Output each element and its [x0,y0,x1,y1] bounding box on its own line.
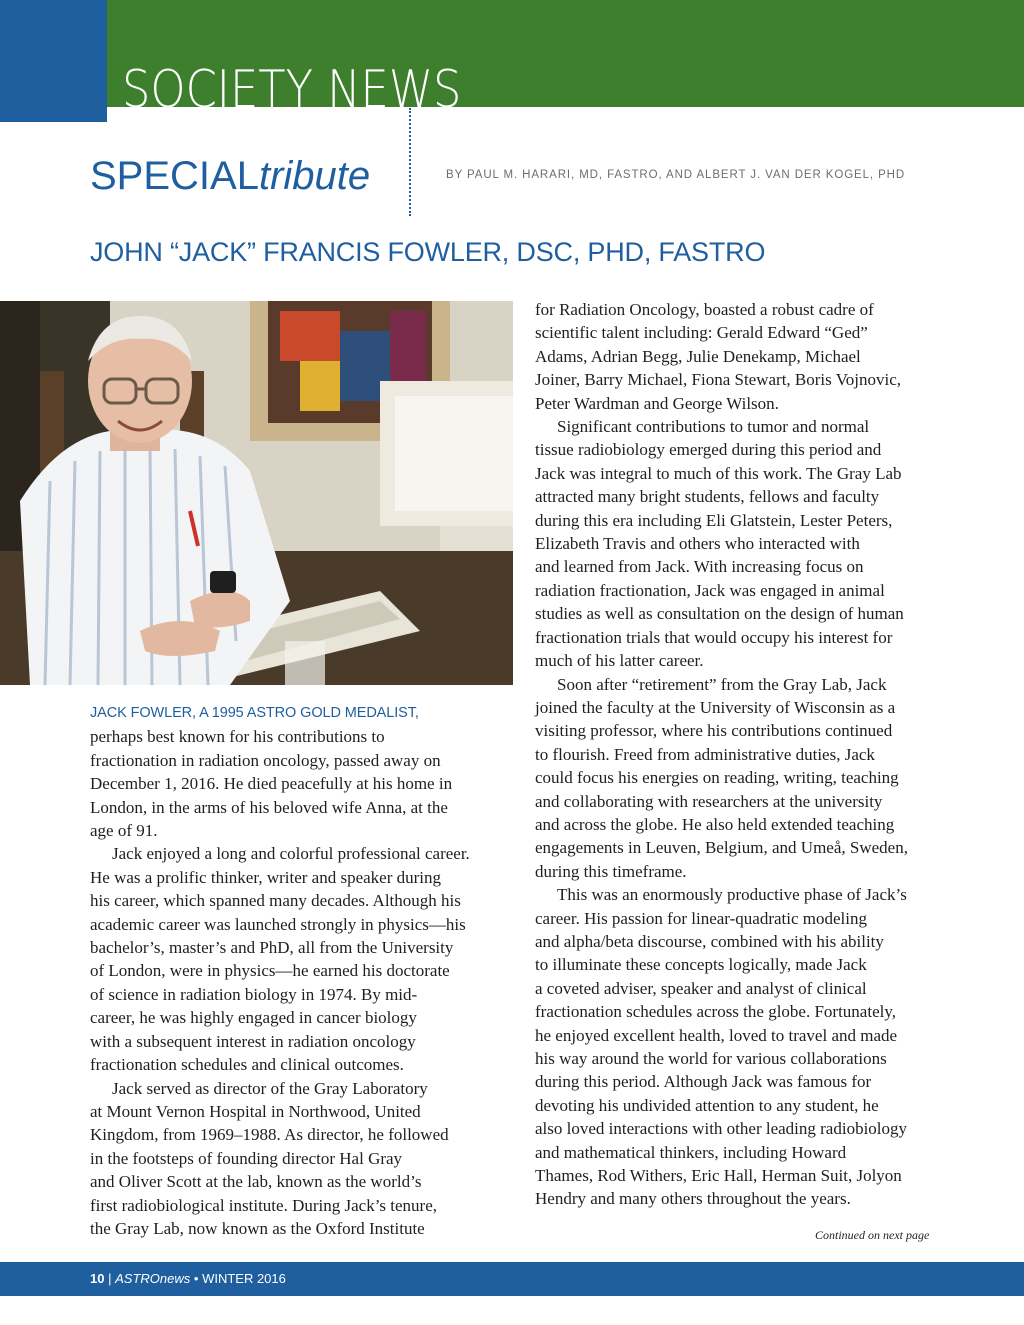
page-number: 10 [90,1271,105,1286]
text-line: at Mount Vernon Hospital in Northwood, United [90,1101,421,1121]
portrait-photo-illustration [0,301,513,685]
text-line: to flourish. Freed from administrative duties, Jack [535,744,875,764]
continued-note: Continued on next page [815,1228,930,1242]
text-line: with a subsequent interest in radiation oncology [90,1031,416,1051]
section-title: SOCIETY NEWS [122,60,462,120]
text-line: studies as well as consultation on the design of human [535,604,904,624]
text-line: age of 91. [90,821,158,841]
text-line: fractionation trials that would occupy his interest for [535,627,893,647]
text-line: perhaps best known for his contributions to [90,727,385,747]
article-headline: JOHN “JACK” FRANCIS FOWLER, DSC, PHD, FASTRO [90,237,766,267]
footer-dot: • [193,1271,199,1286]
text-line: scientific talent including: Gerald Edward “Ged” [535,323,868,343]
text-line: in the footsteps of founding director Hal Gray [90,1148,403,1168]
text-line: engagements in Leuven, Belgium, and Umeå, Sweden, [535,838,908,858]
text-line: Jack enjoyed a long and colorful professional career. [112,844,470,864]
text-line: Elizabeth Travis and others who interacted with [535,534,860,554]
text-line: Joiner, Barry Michael, Fiona Stewart, Boris Vojnovic, [535,370,902,390]
text-line: tissue radiobiology emerged during this period and [535,440,882,460]
text-line: and across the globe. He also held extended teaching [535,814,895,834]
text-line: to illuminate these concepts logically, made Jack [535,955,867,975]
text-line: for Radiation Oncology, boasted a robust cadre of [535,300,874,319]
publication-name: ASTROnews [115,1271,191,1286]
text-line: Hendry and many others throughout the years. [535,1189,851,1209]
text-line: Jack served as director of the Gray Laboratory [112,1078,428,1098]
text-line: fractionation schedules and clinical outcomes. [90,1055,404,1075]
text-line: also loved interactions with other leading radiobiology [535,1119,908,1139]
text-line: Kingdom, from 1969–1988. As director, he followed [90,1125,449,1145]
text-line: visiting professor, where his contributions continued [535,721,893,741]
text-line: during this period. Although Jack was famous for [535,1072,872,1092]
text-line: first radiobiological institute. During Jack’s tenure, [90,1195,438,1215]
text-line: London, in the arms of his beloved wife Anna, at the [90,797,448,817]
issue-label: WINTER 2016 [202,1271,286,1286]
lead-caps: JACK FOWLER, A 1995 ASTRO GOLD MEDALIST, [90,705,419,721]
text-line: his way around the world for various collaborations [535,1049,887,1068]
kicker [90,148,370,204]
text-line: of London, were in physics—he earned his doctorate [90,961,450,981]
text-line: He was a prolific thinker, writer and speaker during [90,867,441,887]
text-line: bachelor’s, master’s and PhD, all from the University [90,938,454,958]
kicker-main: SPECIAL [90,154,259,198]
text-line: and collaborating with researchers at the university [535,791,883,811]
text-line: a coveted adviser, speaker and analyst of clinical [535,978,867,998]
text-line: Significant contributions to tumor and normal [557,417,870,437]
text-line: and mathematical thinkers, including Howard [535,1142,847,1162]
text-line: of science in radiation biology in 1974. By mid- [90,984,418,1004]
text-line: and alpha/beta discourse, combined with his ability [535,931,884,951]
left-column [90,702,502,1240]
text-line: the Gray Lab, now known as the Oxford Institute [90,1218,425,1238]
text-line: radiation fractionation, Jack was engaged in animal [535,580,885,600]
text-line: December 1, 2016. He died peacefully at his home in [90,774,453,794]
text-line: could focus his energies on reading, writing, teaching [535,768,899,788]
text-line: academic career was launched strongly in physics—his [90,914,466,934]
text-line: Peter Wardman and George Wilson. [535,393,779,413]
dotted-divider [409,108,411,216]
text-line: much of his latter career. [535,651,704,671]
text-line: career, he was highly engaged in cancer biology [90,1008,417,1028]
portrait-photo [0,301,513,685]
text-line: career. His passion for linear-quadratic modeling [535,908,867,928]
text-line: during this era including Eli Glatstein, Lester Peters, [535,510,893,530]
text-line: and Oliver Scott at the lab, known as the world’s [90,1172,422,1192]
text-line: Thames, Rod Withers, Eric Hall, Herman Suit, Jolyon [535,1166,902,1186]
text-line: joined the faculty at the University of Wisconsin as a [535,697,896,717]
byline: BY PAUL M. HARARI, MD, FASTRO, AND ALBERT J. VAN DER KOGEL, PHD [446,169,906,181]
text-line: fractionation in radiation oncology, passed away on [90,750,441,770]
text-line: devoting his undivided attention to any student, he [535,1095,879,1115]
text-line: Soon after “retirement” from the Gray Lab, Jack [557,674,887,694]
text-line: attracted many bright students, fellows and faculty [535,487,880,507]
text-line: Adams, Adrian Begg, Julie Denekamp, Michael [535,346,861,366]
text-line: Jack was integral to much of this work. The Gray Lab [535,463,902,483]
text-line: This was an enormously productive phase of Jack’s [557,885,907,905]
text-line: his career, which spanned many decades. Although his [90,891,461,911]
footer-text [90,1271,286,1286]
text-line: he enjoyed excellent health, loved to travel and made [535,1025,898,1045]
text-line: and learned from Jack. With increasing focus on [535,557,864,577]
text-line: fractionation schedules across the globe. Fortunately, [535,1002,896,1022]
text-line: during this timeframe. [535,861,687,881]
right-column [535,298,940,1211]
footer-separator: | [108,1271,112,1286]
header-accent-block [0,0,107,122]
kicker-italic: tribute [258,154,371,198]
